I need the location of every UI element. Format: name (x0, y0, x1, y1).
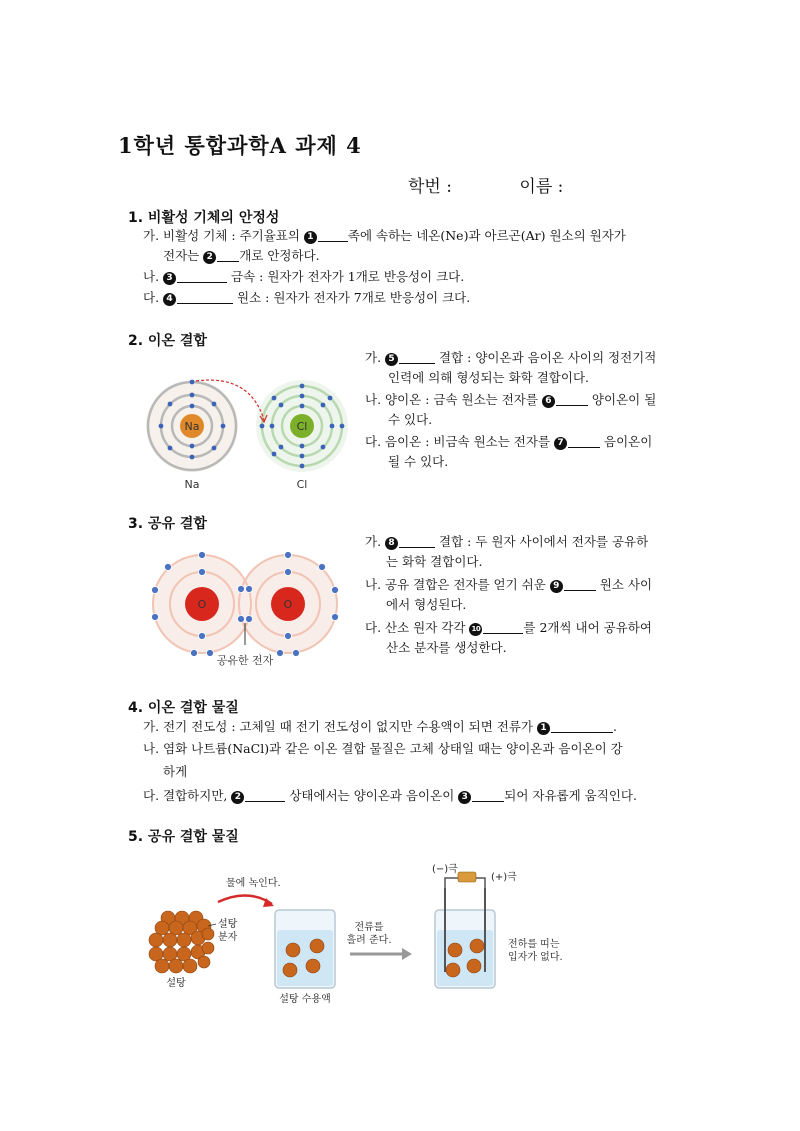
na-core-label: Na (184, 420, 200, 433)
marker-6: 6 (542, 395, 555, 408)
minus-pole-label: (−)극 (432, 864, 458, 875)
s3-line-4: 에서 형성된다. (386, 597, 467, 612)
beaker-1-solution (277, 930, 333, 986)
s1-line-1: 가. 비활성 기체 : 주기율표의 1 족에 속하는 네온(Ne)과 아르곤(Ar) 원소의 원자가 (143, 228, 626, 243)
marker-10: 10 (469, 623, 482, 636)
battery-icon (458, 872, 476, 882)
marker-5: 5 (385, 353, 398, 366)
s4-line-3: 하게 (163, 764, 188, 779)
marker-3: 3 (163, 272, 176, 285)
cl-core-label: Cl (296, 420, 308, 433)
s4-line-4: 다. 결합하지만, 2 상태에서는 양이온과 음이온이 3 되어 자유롭게 움직인다. (143, 788, 637, 803)
s3-line-6: 산소 분자를 생성한다. (386, 640, 507, 655)
current-arrow-head (402, 948, 412, 960)
section-2-heading: 2. 이온 결합 (128, 333, 207, 349)
dissolve-arrow (218, 895, 272, 904)
dissolve-label: 물에 녹인다. (226, 878, 281, 889)
result-label-1: 전하를 띠는 (508, 939, 560, 950)
s4-blank-2[interactable] (245, 787, 285, 802)
plus-pole-label: (+)극 (491, 872, 517, 883)
page-title: 1학년 통합과학A 과제 4 (118, 133, 362, 158)
s2-line-1: 가. 5 결합 : 양이온과 음이온 사이의 정전기적 (365, 350, 657, 365)
s4-line-2: 나. 염화 나트륨(NaCl)과 같은 이온 결합 물질은 고체 상태일 때는 양이온과 음이온이 강 (143, 741, 623, 756)
marker-7: 7 (554, 437, 567, 450)
marker-4: 4 (163, 293, 176, 306)
s4-marker-1: 1 (537, 722, 550, 735)
o-left-label: O (197, 598, 207, 611)
s1-line-3: 나. 3 금속 : 원자가 전자가 1개로 반응성이 크다. (143, 269, 465, 284)
sugar-label: 설탕 (166, 978, 186, 989)
blank-7[interactable] (568, 433, 600, 448)
section-3-heading: 3. 공유 결합 (128, 516, 207, 532)
shared-electron-caption: 공유한 전자 (216, 654, 274, 667)
current-label-1: 전류를 (354, 922, 384, 933)
marker-8: 8 (385, 537, 398, 550)
s3-line-1: 가. 8 결합 : 두 원자 사이에서 전자를 공유하 (365, 534, 649, 549)
s4-marker-2: 2 (231, 791, 244, 804)
covalent-substance-figure (140, 860, 580, 1010)
s4-blank-1[interactable] (551, 718, 613, 733)
blank-3[interactable] (177, 268, 227, 283)
s3-line-5: 다. 산소 원자 각각 10 를 2개씩 내어 공유하여 (365, 620, 652, 635)
blank-4[interactable] (177, 289, 233, 304)
sugar-crystal (149, 911, 214, 973)
s3-line-3: 나. 공유 결합은 전자를 얻기 쉬운 9 원소 사이 (365, 577, 653, 592)
s4-line-1: 가. 전기 전도성 : 고체일 때 전기 전도성이 없지만 수용액이 되면 전류가 1 . (143, 719, 617, 734)
blank-10[interactable] (483, 619, 523, 634)
na-caption: Na (184, 478, 200, 491)
s2-line-4: 수 있다. (388, 412, 433, 427)
solution-label: 설탕 수용액 (279, 994, 331, 1005)
student-id-label: 학번 : (408, 177, 452, 197)
marker-9: 9 (550, 580, 563, 593)
blank-9[interactable] (564, 576, 596, 591)
s1-line-2: 전자는 2 개로 안정하다. (163, 248, 320, 263)
name-label: 이름 : (519, 177, 564, 197)
blank-1[interactable] (318, 227, 348, 242)
s2-line-5: 다. 음이온 : 비금속 원소는 전자를 7 음이온이 (365, 434, 653, 449)
marker-2: 2 (203, 251, 216, 264)
marker-1: 1 (304, 231, 317, 244)
ionic-bond-figure (140, 360, 365, 495)
current-label-2: 흘려 준다. (346, 935, 392, 946)
blank-8[interactable] (399, 533, 435, 548)
section-1-heading: 1. 비활성 기체의 안정성 (128, 210, 280, 226)
blank-6[interactable] (556, 391, 588, 406)
covalent-bond-figure (150, 545, 340, 670)
o-right-label: O (283, 598, 293, 611)
blank-5[interactable] (399, 349, 435, 364)
s2-line-3: 나. 양이온 : 금속 원소는 전자를 6 양이온이 될 (365, 392, 657, 407)
s3-line-2: 는 화학 결합이다. (386, 554, 483, 569)
result-label-2: 입자가 없다. (508, 952, 563, 963)
s1-line-4: 다. 4 원소 : 원자가 전자가 7개로 반응성이 크다. (143, 290, 471, 305)
section-5-heading: 5. 공유 결합 물질 (128, 829, 239, 845)
s2-line-6: 될 수 있다. (388, 454, 449, 469)
blank-2[interactable] (217, 247, 239, 262)
s2-line-2: 인력에 의해 형성되는 화학 결합이다. (388, 370, 589, 385)
s4-blank-3[interactable] (472, 787, 504, 802)
section-4-heading: 4. 이온 결합 물질 (128, 700, 239, 716)
cl-caption: Cl (296, 478, 308, 491)
student-info-line (408, 172, 563, 197)
sugar-molecule-label-1: 설탕 (218, 919, 238, 930)
sugar-molecule-label-2: 분자 (218, 932, 238, 943)
s4-marker-3: 3 (458, 791, 471, 804)
